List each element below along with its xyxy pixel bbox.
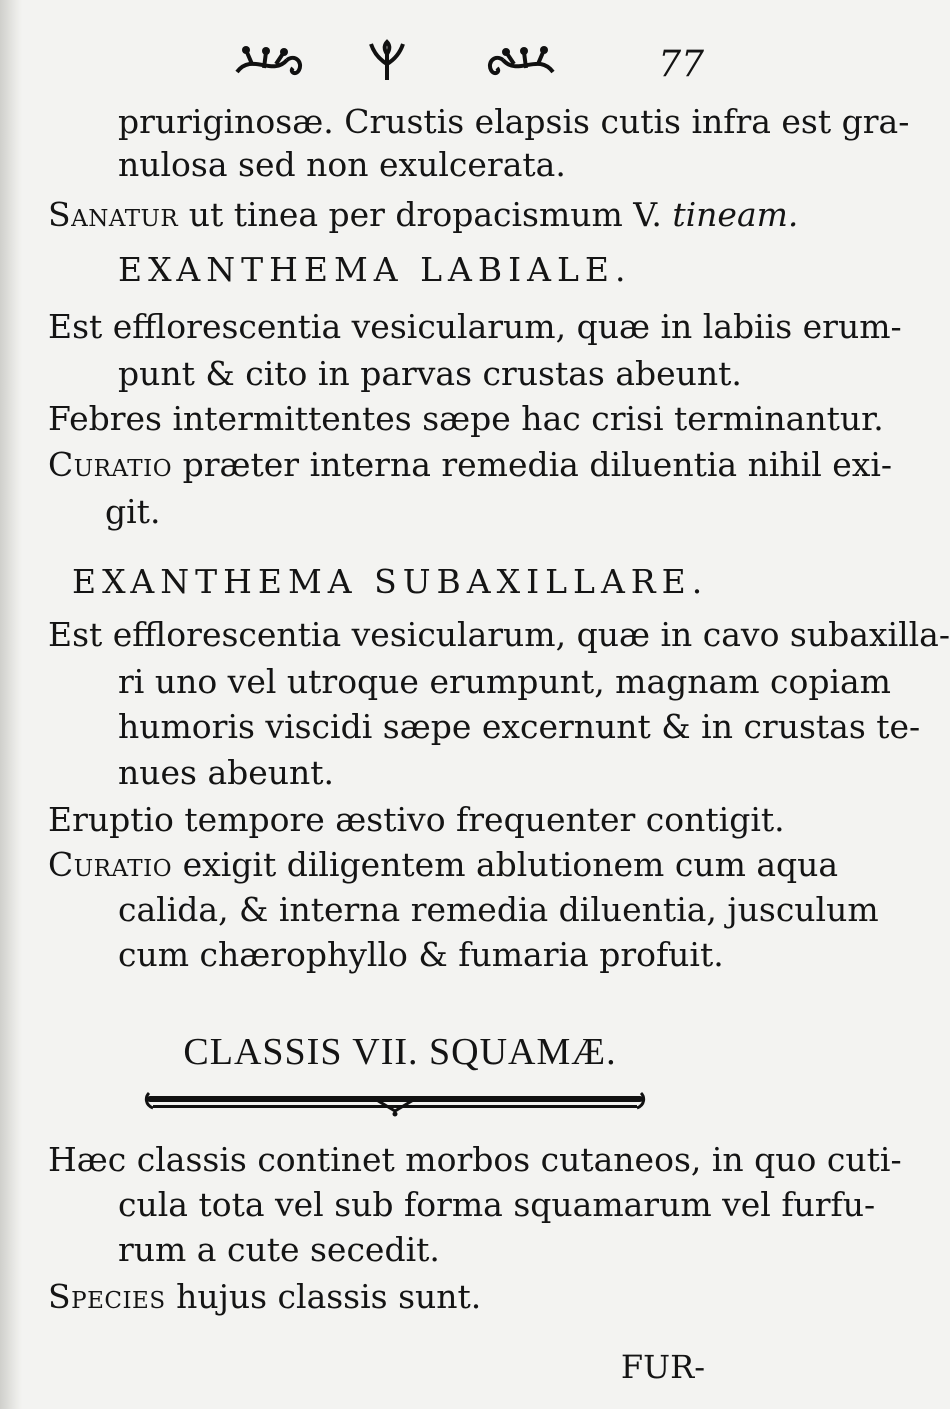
text-line: git. — [105, 492, 161, 531]
text-line — [48, 195, 799, 234]
catchword: FUR- — [620, 1348, 705, 1386]
text-line: nulosa sed non exulcerata. — [118, 145, 566, 184]
section-heading: EXANTHEMA SUBAXILLARE. — [72, 562, 709, 601]
text-span: ut tinea per dropacismum V. — [188, 195, 662, 234]
smallcaps-word: Curatio — [48, 845, 173, 884]
decorative-rule-icon — [145, 1087, 645, 1117]
page-binding-edge — [0, 0, 22, 1409]
text-span: præter interna remedia diluentia nihil exi- — [182, 445, 893, 484]
text-line — [48, 845, 839, 884]
text-line: pruriginosæ. Crustis elapsis cutis infra est gra- — [118, 102, 910, 141]
floral-ornament-right-icon — [478, 42, 558, 82]
text-span: exigit diligentem ablutionem cum aqua — [182, 845, 839, 884]
smallcaps-word: Species — [48, 1277, 166, 1316]
text-line: ri uno vel utroque erumpunt, magnam copiam — [118, 662, 891, 701]
text-line: calida, & interna remedia diluentia, jusculum — [118, 890, 879, 929]
text-span: hujus classis sunt. — [176, 1277, 482, 1316]
class-title: CLASSIS VII. SQUAMÆ. — [183, 1031, 617, 1073]
text-line — [48, 1277, 482, 1316]
floral-ornament-center-icon — [367, 42, 407, 82]
italic-word: tineam. — [672, 195, 799, 234]
text-line — [48, 445, 893, 484]
text-line: Hæc classis continet morbos cutaneos, in quo cuti- — [48, 1140, 902, 1179]
text-line: cum chærophyllo & fumaria profuit. — [118, 935, 724, 974]
text-line: Est efflorescentia vesicularum, quæ in cavo subaxilla- — [48, 615, 950, 654]
smallcaps-word: Curatio — [48, 445, 173, 484]
text-line: Febres intermittentes sæpe hac crisi terminantur. — [48, 399, 884, 438]
text-line: rum a cute secedit. — [118, 1230, 440, 1269]
section-heading: EXANTHEMA LABIALE. — [118, 250, 632, 289]
smallcaps-word: Sanatur — [48, 195, 179, 234]
text-line: Eruptio tempore æstivo frequenter contigit. — [48, 800, 785, 839]
text-line: Est efflorescentia vesicularum, quæ in labiis erum- — [48, 307, 902, 346]
text-line: humoris viscidi sæpe excernunt & in crustas te- — [118, 707, 921, 746]
text-line: nues abeunt. — [118, 753, 335, 792]
page-number: 77 — [658, 44, 704, 85]
text-line: punt & cito in parvas crustas abeunt. — [118, 354, 742, 393]
floral-ornament-left-icon — [232, 42, 312, 82]
text-line: cula tota vel sub forma squamarum vel furfu- — [118, 1185, 876, 1224]
